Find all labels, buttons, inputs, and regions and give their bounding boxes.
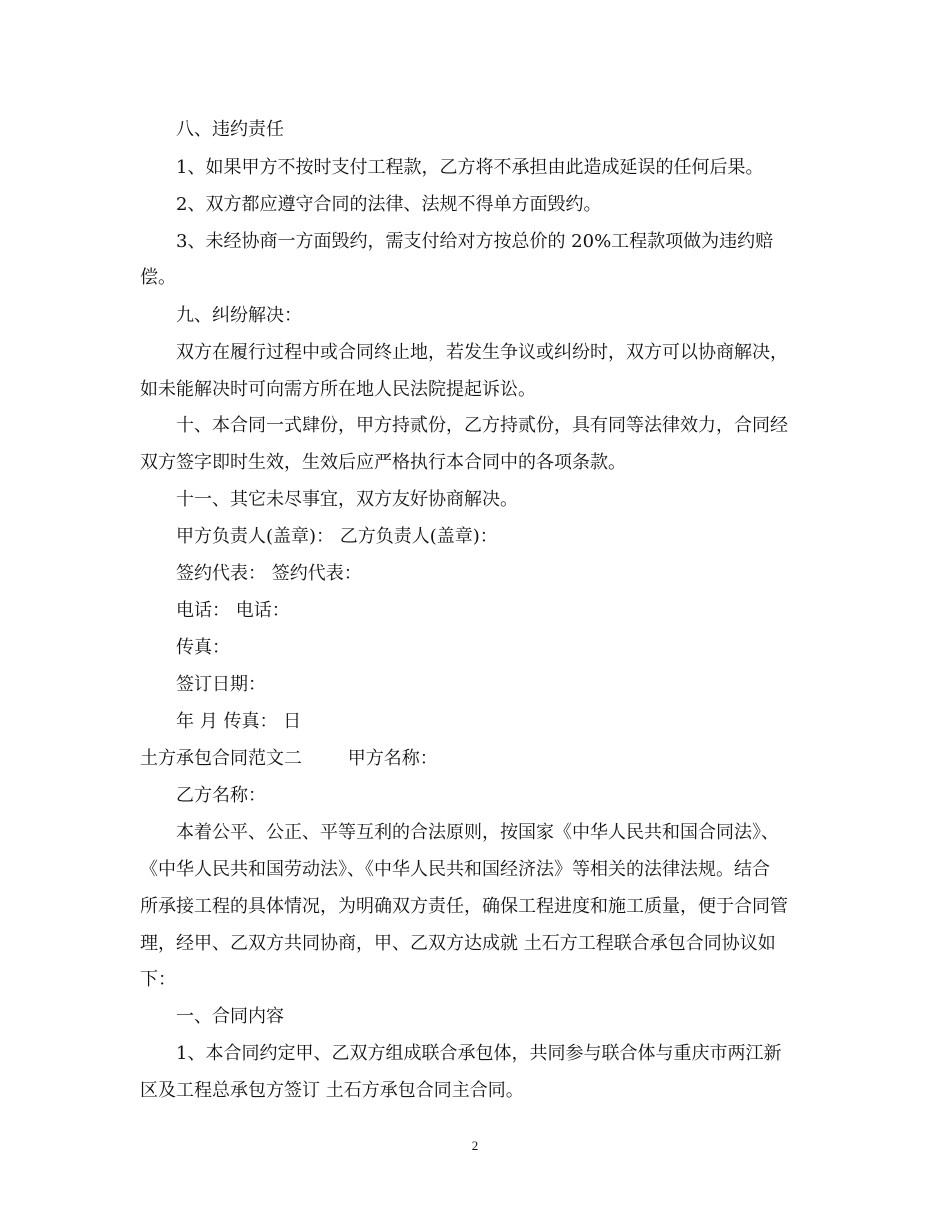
paragraph-line: 3、未经协商一方面毁约，需支付给对方按总价的 20%工程款项做为违约赔 [176,231,774,252]
signature-line: 传真： [176,637,230,658]
paragraph-line: 十、本合同一式肆份，甲方持贰份，乙方持贰份，具有同等法律效力，合同经 [176,415,788,436]
signature-line: 签约代表： 签约代表： [176,563,362,584]
page-number: 2 [471,1138,479,1153]
paragraph-line: 2、双方都应遵守合同的法律、法规不得单方面毁约。 [176,194,602,215]
document-subtitle: 土方承包合同范文二 甲方名称： [140,748,438,769]
section-heading-dispute: 九、纠纷解决： [176,305,302,326]
paragraph-line: 双方在履行过程中或合同终止地，若发生争议或纠纷时，双方可以协商解决， [176,342,788,363]
paragraph-line: 《中华人民共和国劳动法》、《中华人民共和国经济法》等相关的法律法规。结合 [140,859,770,880]
section-heading-breach: 八、违约责任 [176,119,284,140]
paragraph-line: 1、如果甲方不按时支付工程款，乙方将不承担由此造成延误的任何后果。 [176,157,764,178]
paragraph-line: 区及工程总承包方签订 土石方承包合同主合同。 [140,1080,524,1101]
signature-line: 年 月 传真： 日 [176,711,302,732]
signature-line: 电话： 电话： [176,600,290,621]
paragraph-line: 1、本合同约定甲、乙双方组成联合承包体，共同参与联合体与重庆市两江新 [176,1043,782,1064]
paragraph-line: 十一、其它未尽事宜，双方友好协商解决。 [176,489,518,510]
paragraph-line: 如未能解决时可向需方所在地人民法院提起诉讼。 [140,379,536,400]
paragraph-line: 下： [140,969,176,990]
paragraph-line: 偿。 [140,267,176,288]
paragraph-line: 双方签字即时生效，生效后应严格执行本合同中的各项条款。 [140,452,626,473]
paragraph-line: 所承接工程的具体情况，为明确双方责任，确保工程进度和施工质量，便于合同管 [140,896,788,917]
paragraph-line: 乙方名称： [176,785,266,806]
section-heading-contract-content: 一、合同内容 [176,1006,284,1027]
signature-line: 甲方负责人(盖章)： 乙方负责人(盖章)： [176,526,498,547]
signature-line: 签订日期： [176,674,266,695]
paragraph-line: 本着公平、公正、平等互利的合法原则，按国家《中华人民共和国合同法》、 [176,822,779,843]
paragraph-line: 理，经甲、乙双方共同协商，甲、乙双方达成就 土石方工程联合承包合同协议如 [140,933,776,954]
